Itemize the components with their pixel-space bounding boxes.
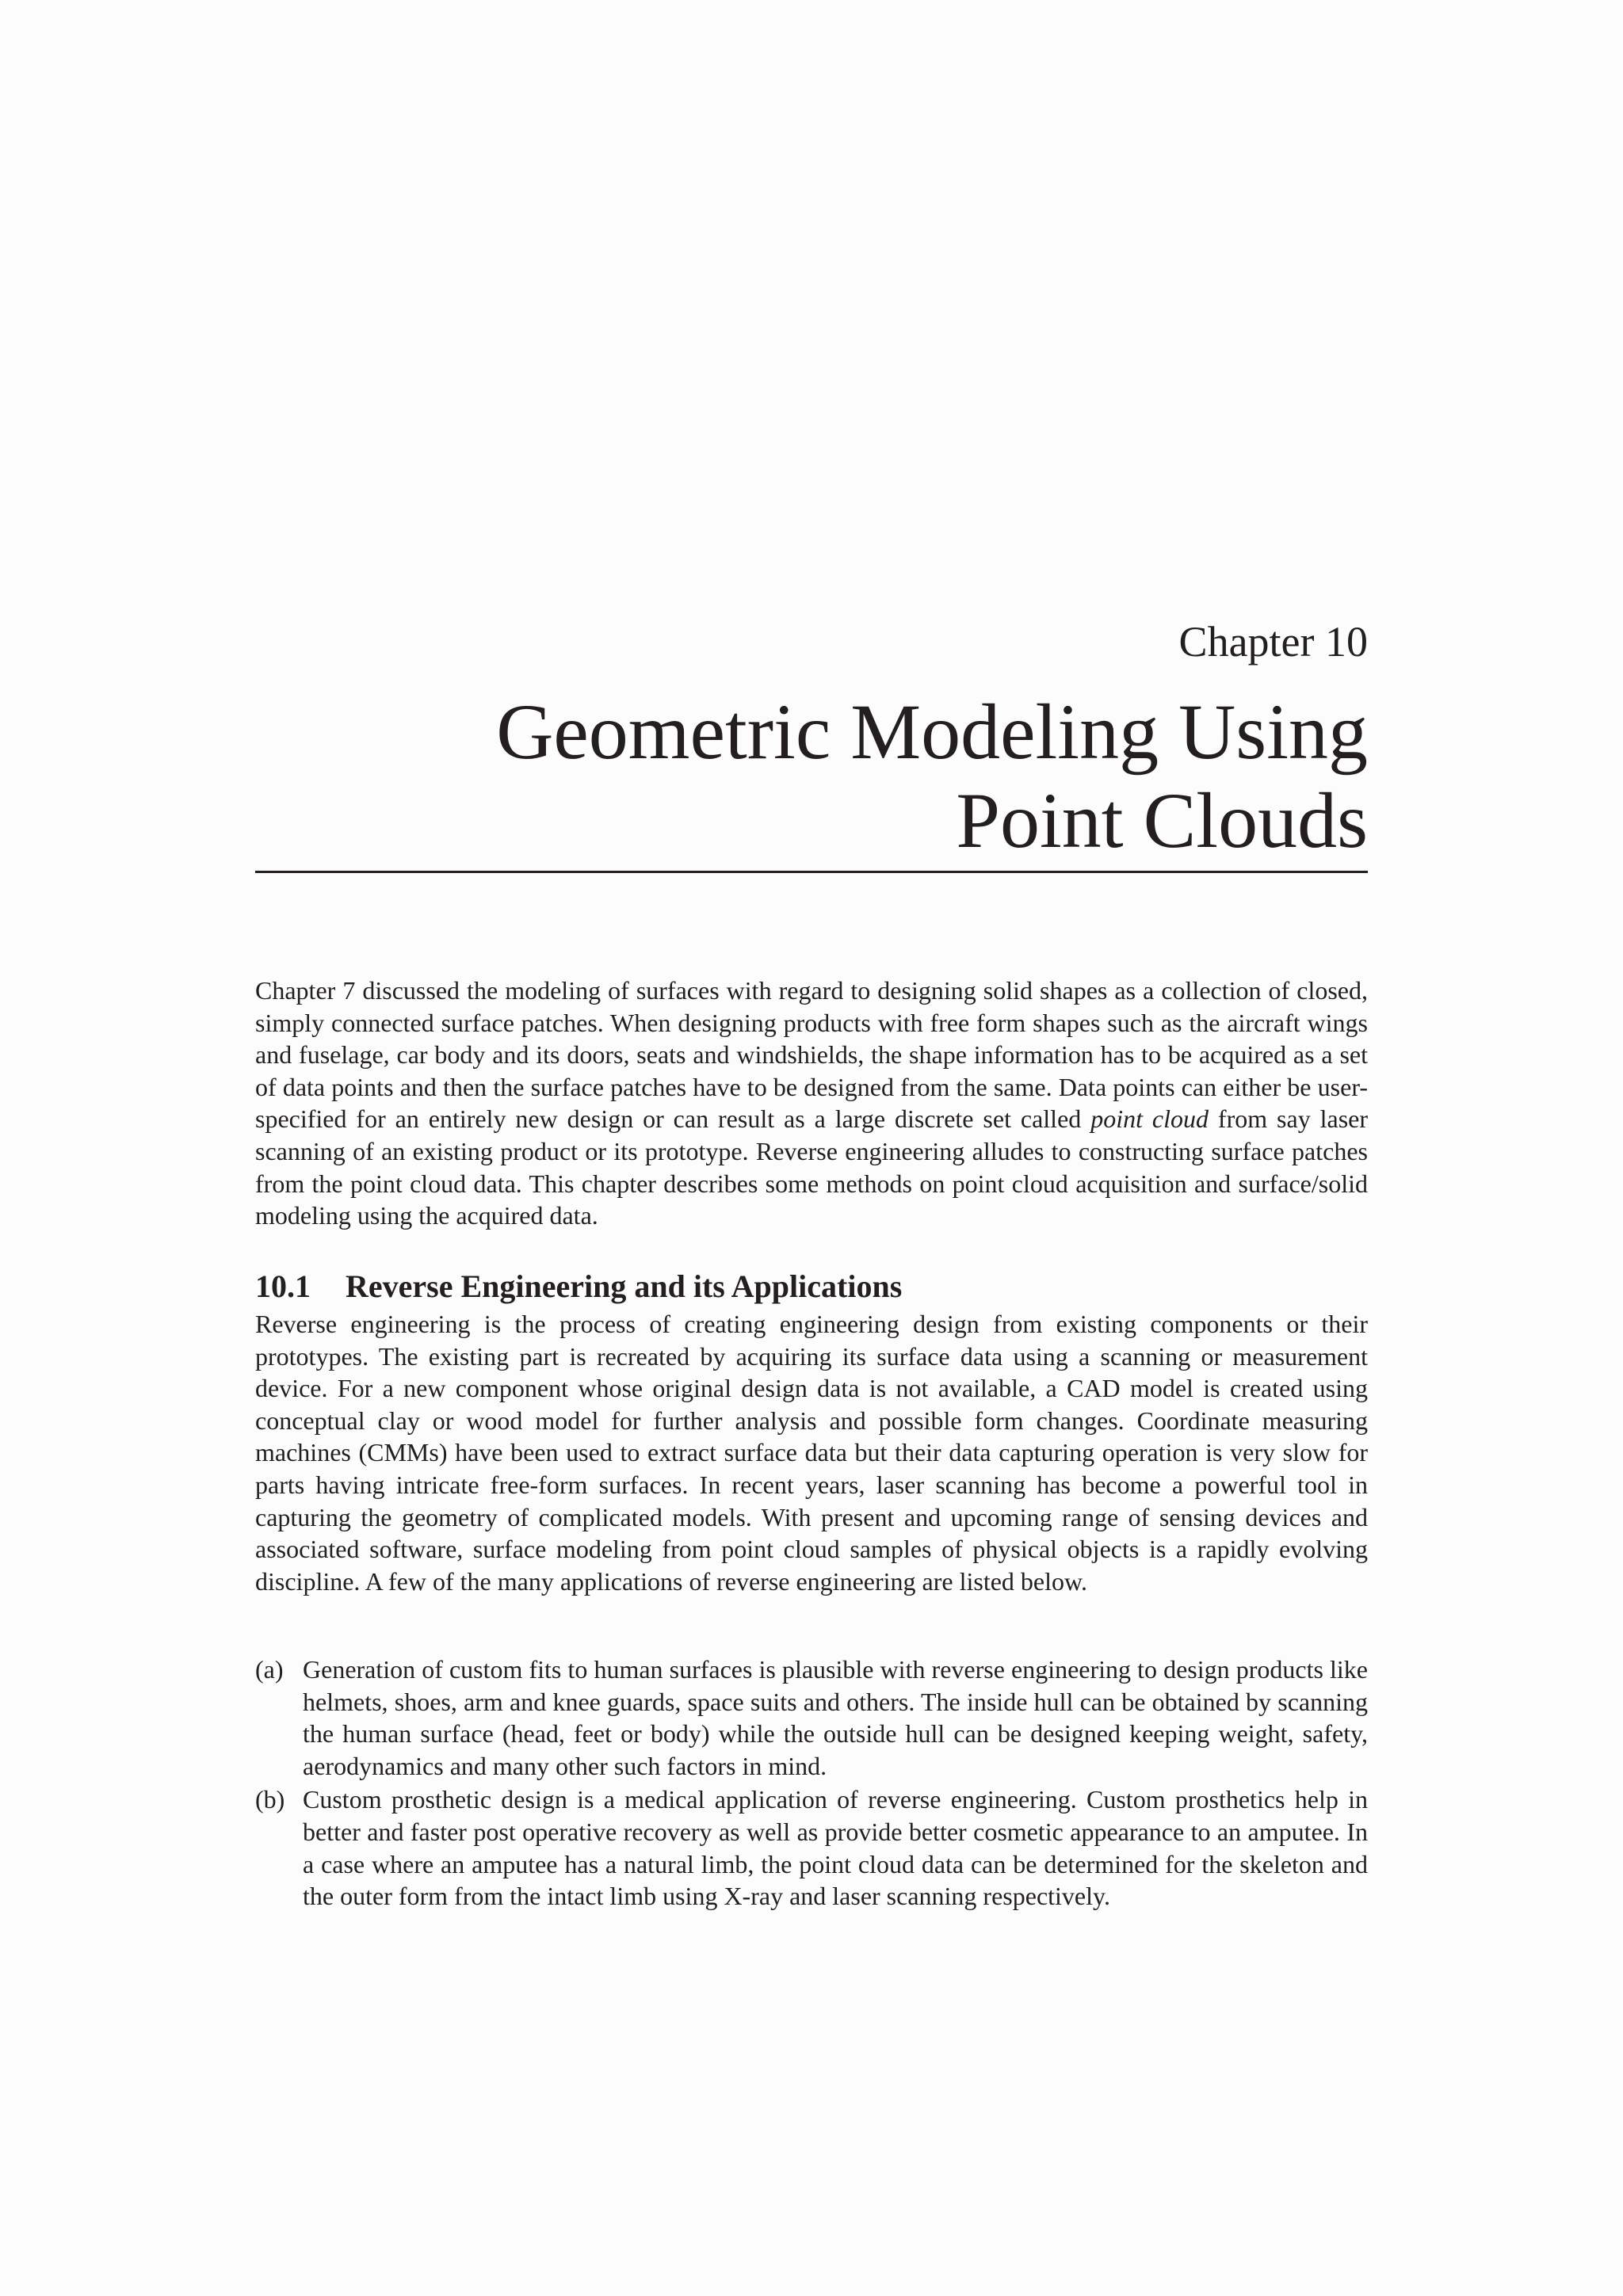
chapter-label: Chapter 10 <box>1178 618 1368 666</box>
title-rule <box>255 871 1368 873</box>
section-number: 10.1 <box>255 1268 311 1304</box>
section-paragraph: Reverse engineering is the process of creating engineering design from existing components or their prototypes. The existing part is recreated by acquiring its surface data using a scanning or measurement device. For a new component whose original design data is not available, a CAD model is created using conceptual clay or wood model for further analysis and possible form changes. Coordinate measuring machines (CMMs) have been used to extract surface data but their data capturing operation is very slow for parts having intricate free-form surfaces. In recent years, laser scanning has become a powerful tool in capturing the geometry of complicated models. With present and upcoming range of sensing devices and associated software, surface modeling from point cloud samples of physical objects is a rapidly evolving discipline. A few of the many applications of reverse engineering are listed below. <box>255 1310 1368 1596</box>
list-item-text: Custom prosthetic design is a medical application of reverse engineering. Custom prosthetics help in better and faster post operative recovery as well as provide better cosmetic appearance to an amputee. In a case where an amputee has a natural limb, the point cloud data can be determined for the skeleton and the outer form from the intact limb using X-ray and laser scanning respectively. <box>303 1785 1368 1911</box>
list-item <box>255 1653 1368 1782</box>
list-item-text: Generation of custom fits to human surfaces is plausible with reverse engineering to design products like helmets, shoes, arm and knee guards, space suits and others. The inside hull can be obtained by scanning the human surface (head, feet or body) while the outside hull can be designed keeping weight, safety, aerodynamics and many other such factors in mind. <box>303 1655 1368 1780</box>
intro-paragraph <box>255 974 1368 1232</box>
list-item <box>255 1783 1368 1912</box>
chapter-title-line-2: Point Clouds <box>956 776 1368 864</box>
applications-list <box>255 1653 1368 1913</box>
list-marker: (a) <box>255 1655 284 1684</box>
section-heading <box>255 1268 902 1306</box>
intro-text-start: Chapter 7 discussed the modeling of surfaces with regard to designing solid shapes as a collection of closed, simply connected surface patches. When designing products with free form shapes such as the aircraft wings and fuselage, car body and its doors, seats and windshields, the shape information has to be acquired as a set of data points and then the surface patches have to be designed from the same. Data points can either be user-specified for an entirely new design or can result as a large discrete set called <box>255 976 1368 1134</box>
list-marker: (b) <box>255 1785 285 1814</box>
chapter-title <box>496 688 1368 865</box>
point-cloud-term: point cloud <box>1090 1104 1209 1134</box>
chapter-title-line-1: Geometric Modeling Using <box>496 688 1368 776</box>
intro-text-end: from say laser scanning of an existing product or its prototype. Reverse engineering alludes to constructing surface patches from the point cloud data. This chapter describes some methods on point cloud acquisition and surface/solid modeling using the acquired data. <box>255 1104 1369 1230</box>
section-title: Reverse Engineering and its Applications <box>346 1268 903 1304</box>
